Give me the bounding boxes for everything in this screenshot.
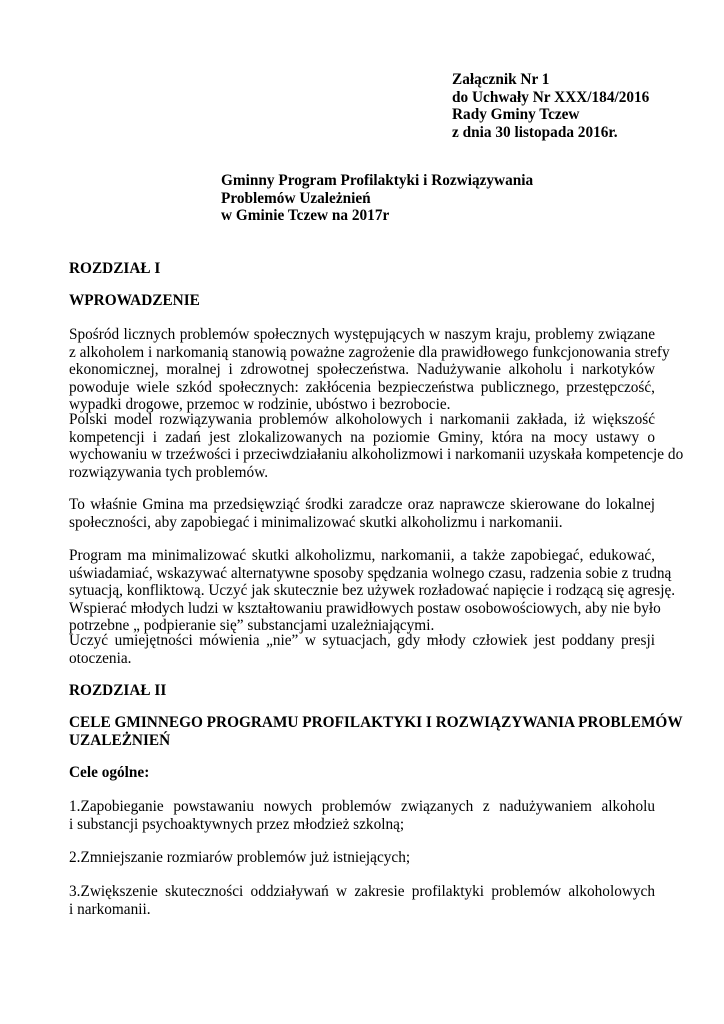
program-title-line-2: Problemów Uzależnień <box>221 189 371 207</box>
program-title <box>221 172 533 225</box>
chapter-1-paragraph-3 <box>69 496 655 531</box>
text-line: sytuacją, konfliktową. Uczyć jak skutecznie bez używek rozładować napięcie i rodzącą się agresję. <box>69 582 676 600</box>
text-line: potrzebne „ podpieranie się” substancjami uzależniającymi. <box>69 617 435 635</box>
text-line: Polski model rozwiązywania problemów alkoholowych i narkomanii zakłada, iż większość <box>69 411 655 428</box>
text-line: Spośród licznych problemów społecznych występujących w naszym kraju, problemy związane <box>69 326 655 343</box>
chapter-1-paragraph-4 <box>69 547 676 635</box>
program-title-line-1: Gminny Program Profilaktyki i Rozwiązywania <box>221 172 534 189</box>
goal-3 <box>69 883 655 918</box>
text-line: powoduje wiele szkód społecznych: zakłócenia bezpieczeństwa publicznego, przestępczość, <box>69 378 655 396</box>
chapter-1-paragraph-2 <box>69 411 684 481</box>
text-line: UZALEŻNIEŃ <box>69 731 171 749</box>
general-goals-heading: Cele ogólne: <box>69 764 150 781</box>
text-line: 2.Zmniejszanie rozmiarów problemów już istniejących; <box>69 849 411 866</box>
text-line: Program ma minimalizować skutki alkoholizmu, narkomanii, a także zapobiegać, edukować, <box>69 547 655 564</box>
chapter-1-paragraph-5 <box>69 632 655 667</box>
text-line: otoczenia. <box>69 649 132 667</box>
text-line: To właśnie Gmina ma przedsięwziąć środki zaradcze oraz naprawcze skierowane do lokalnej <box>69 496 655 513</box>
text-line: kompetencji i zadań jest zlokalizowanych na poziomie Gminy, która na mocy ustawy o <box>69 428 655 446</box>
council-name: Rady Gminy Tczew <box>452 106 580 123</box>
text-line: i substancji psychoaktywnych przez młodzież szkolną; <box>69 815 405 833</box>
text-line: Uczyć umiejętności mówienia „nie” w sytuacjach, gdy młody człowiek jest poddany presji <box>69 632 655 649</box>
goal-1 <box>69 798 655 833</box>
text-line: 1.Zapobieganie powstawaniu nowych problemów związanych z nadużywaniem alkoholu <box>69 798 655 815</box>
text-line: CELE GMINNEGO PROGRAMU PROFILAKTYKI I ROZWIĄZYWANIA PROBLEMÓW <box>69 714 683 731</box>
chapter-1-title: ROZDZIAŁ I <box>69 260 161 277</box>
resolution-date: z dnia 30 listopada 2016r. <box>452 123 618 141</box>
text-line: społeczności, aby zapobiegać i minimalizować skutki alkoholizmu i narkomanii. <box>69 513 563 531</box>
program-title-line-3: w Gminie Tczew na 2017r <box>221 207 390 224</box>
text-line: uświadamiać, wskazywać alternatywne sposoby spędzania wolnego czasu, radzenia sobie z trudną <box>69 564 672 582</box>
chapter-1-subtitle: WPROWADZENIE <box>69 292 200 309</box>
chapter-2-title: ROZDZIAŁ II <box>69 682 167 699</box>
chapter-2-subtitle <box>69 714 683 749</box>
text-line: ekonomicznej, moralnej i zdrowotnej społeczeństwa. Nadużywanie alkoholu i narkotyków <box>69 361 655 379</box>
text-line: rozwiązywania tych problemów. <box>69 463 269 481</box>
attachment-number: Załącznik Nr 1 <box>452 71 550 88</box>
goal-2 <box>69 849 655 867</box>
text-line: i narkomanii. <box>69 900 151 918</box>
text-line: Wspierać młodych ludzi w kształtowaniu prawidłowych postaw osobowościowych, aby nie było <box>69 599 661 617</box>
chapter-1-paragraph-1 <box>69 326 670 414</box>
resolution-number: do Uchwały Nr XXX/184/2016 <box>452 88 650 106</box>
text-line: 3.Zwiększenie skuteczności oddziaływań w zakresie profilaktyki problemów alkoholowych <box>69 883 655 900</box>
text-line: wypadki drogowe, przemoc w rodzinie, ubóstwo i bezrobocie. <box>69 396 451 414</box>
text-line: z alkoholem i narkomanią stanowią poważne zagrożenie dla prawidłowego funkcjonowania strefy <box>69 343 670 361</box>
text-line: wychowaniu w trzeźwości i przeciwdziałaniu alkoholizmowi i narkomanii uzyskała kompetencje do <box>69 446 684 464</box>
attachment-header <box>452 71 649 141</box>
